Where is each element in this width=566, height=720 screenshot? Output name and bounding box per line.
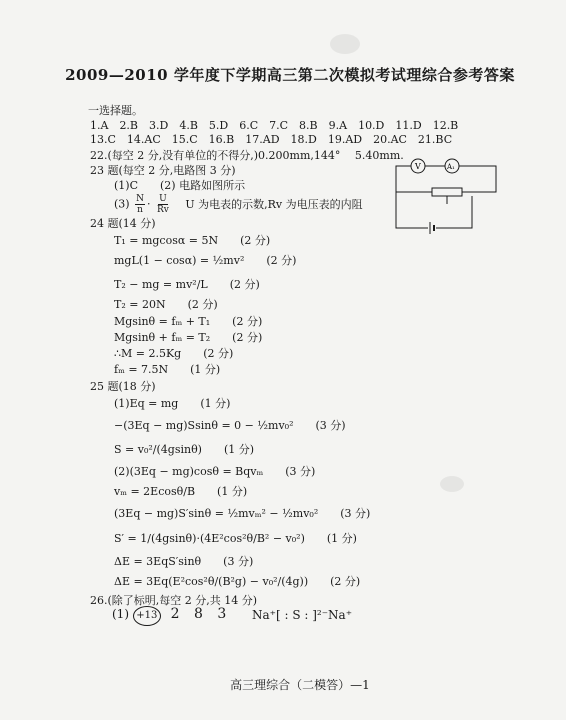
q25-line: S′ = 1/(4gsinθ)·(4E²cos²θ/B² − v₀²) (1 分) xyxy=(114,532,357,545)
page-footer: 高三理综合（二模答）—1 xyxy=(230,678,370,692)
q22-answer: 22.(每空 2 分,没有单位的不得分,)0.200mm,144° 5.40mm. xyxy=(90,149,404,162)
q24-line: T₂ − mg = mv²/L (2 分) xyxy=(114,278,260,291)
nucleus-circle: +13 xyxy=(133,606,161,626)
q25-line: (3Eq − mg)S′sinθ = ½mvₘ² − ½mv₀² (3 分) xyxy=(114,507,371,520)
q24-line: mgL(1 − cosα) = ½mv² (2 分) xyxy=(114,254,297,267)
circuit-diagram xyxy=(392,158,500,236)
q24-line: fₘ = 7.5N (1 分) xyxy=(114,363,221,376)
na2s-formula: Na⁺[ : S : ]²⁻Na⁺ xyxy=(252,608,353,622)
q25-line: ΔE = 3Eq(E²cos²θ/(B²g) − v₀²/(4g)) (2 分) xyxy=(114,575,361,588)
frac-num: N xyxy=(136,194,144,204)
q25-line: ΔE = 3EqS′sinθ (3 分) xyxy=(114,555,254,568)
ammeter-label: A₁ xyxy=(447,163,455,171)
q25-line: −(3Eq − mg)Ssinθ = 0 − ½mv₀² (3 分) xyxy=(114,419,346,432)
page-title: 2009—2010 学年度下学期高三第二次模拟考试理综合参考答案 xyxy=(65,66,515,84)
scan-smudge xyxy=(330,34,360,54)
voltmeter-label: V xyxy=(415,162,421,171)
frac-den: n xyxy=(137,205,143,215)
scan-smudge xyxy=(440,476,464,492)
frac-den: Rv xyxy=(156,205,169,215)
q25-line: S = v₀²/(4gsinθ) (1 分) xyxy=(114,443,255,456)
q23-part3-label: (3) xyxy=(114,197,130,211)
section-heading: 一选择题。 xyxy=(88,104,143,117)
q24-line: T₂ = 20N (2 分) xyxy=(114,298,218,311)
q24-line: ∴M = 2.5Kg (2 分) xyxy=(114,347,234,360)
q25-line: (1)Eq = mg (1 分) xyxy=(114,397,231,410)
q24-line: T₁ = mgcosα = 5N (2 分) xyxy=(114,234,271,247)
fraction-u-over-rv xyxy=(156,194,170,215)
q23-heading: 23 题(每空 2 分,电路图 3 分) xyxy=(90,164,236,177)
q26-heading: 26.(除了标明,每空 2 分,共 14 分) xyxy=(90,594,258,607)
frac-num: U xyxy=(159,194,167,204)
q26-part1-label: (1) xyxy=(112,607,129,621)
electron-shells: 2 8 3 xyxy=(170,606,232,622)
q23-part3: (3) $\frac{N}{n}$ · $\frac{U}{Rv}$ U 为电表的示数,Rv 为电压表的内阻 xyxy=(114,194,363,215)
fraction-n-over-n xyxy=(135,194,145,215)
aluminum-atom-structure xyxy=(112,606,231,626)
q24-line: Mgsinθ = fₘ + T₁ (2 分) xyxy=(114,315,263,328)
q23-part3-note: U 为电表的示数,Rv 为电压表的内阻 xyxy=(185,197,363,211)
q25-heading: 25 题(18 分) xyxy=(90,380,156,393)
q24-heading: 24 题(14 分) xyxy=(90,217,156,230)
q23-part1: (1)C (2) 电路如图所示 xyxy=(114,179,246,192)
mc-answers-row-1: 1.A 2.B 3.D 4.B 5.D 6.C 7.C 8.B 9.A 10.D 11.D 12.B xyxy=(90,119,459,132)
q25-line: (2)(3Eq − mg)cosθ = Bqvₘ (3 分) xyxy=(114,465,316,478)
q25-line: vₘ = 2Ecosθ/B (1 分) xyxy=(114,485,248,498)
q24-line: Mgsinθ + fₘ = T₂ (2 分) xyxy=(114,331,263,344)
mc-answers-row-2: 13.C 14.AC 15.C 16.B 17.AD 18.D 19.AD 20.AC 21.BC xyxy=(90,133,453,146)
